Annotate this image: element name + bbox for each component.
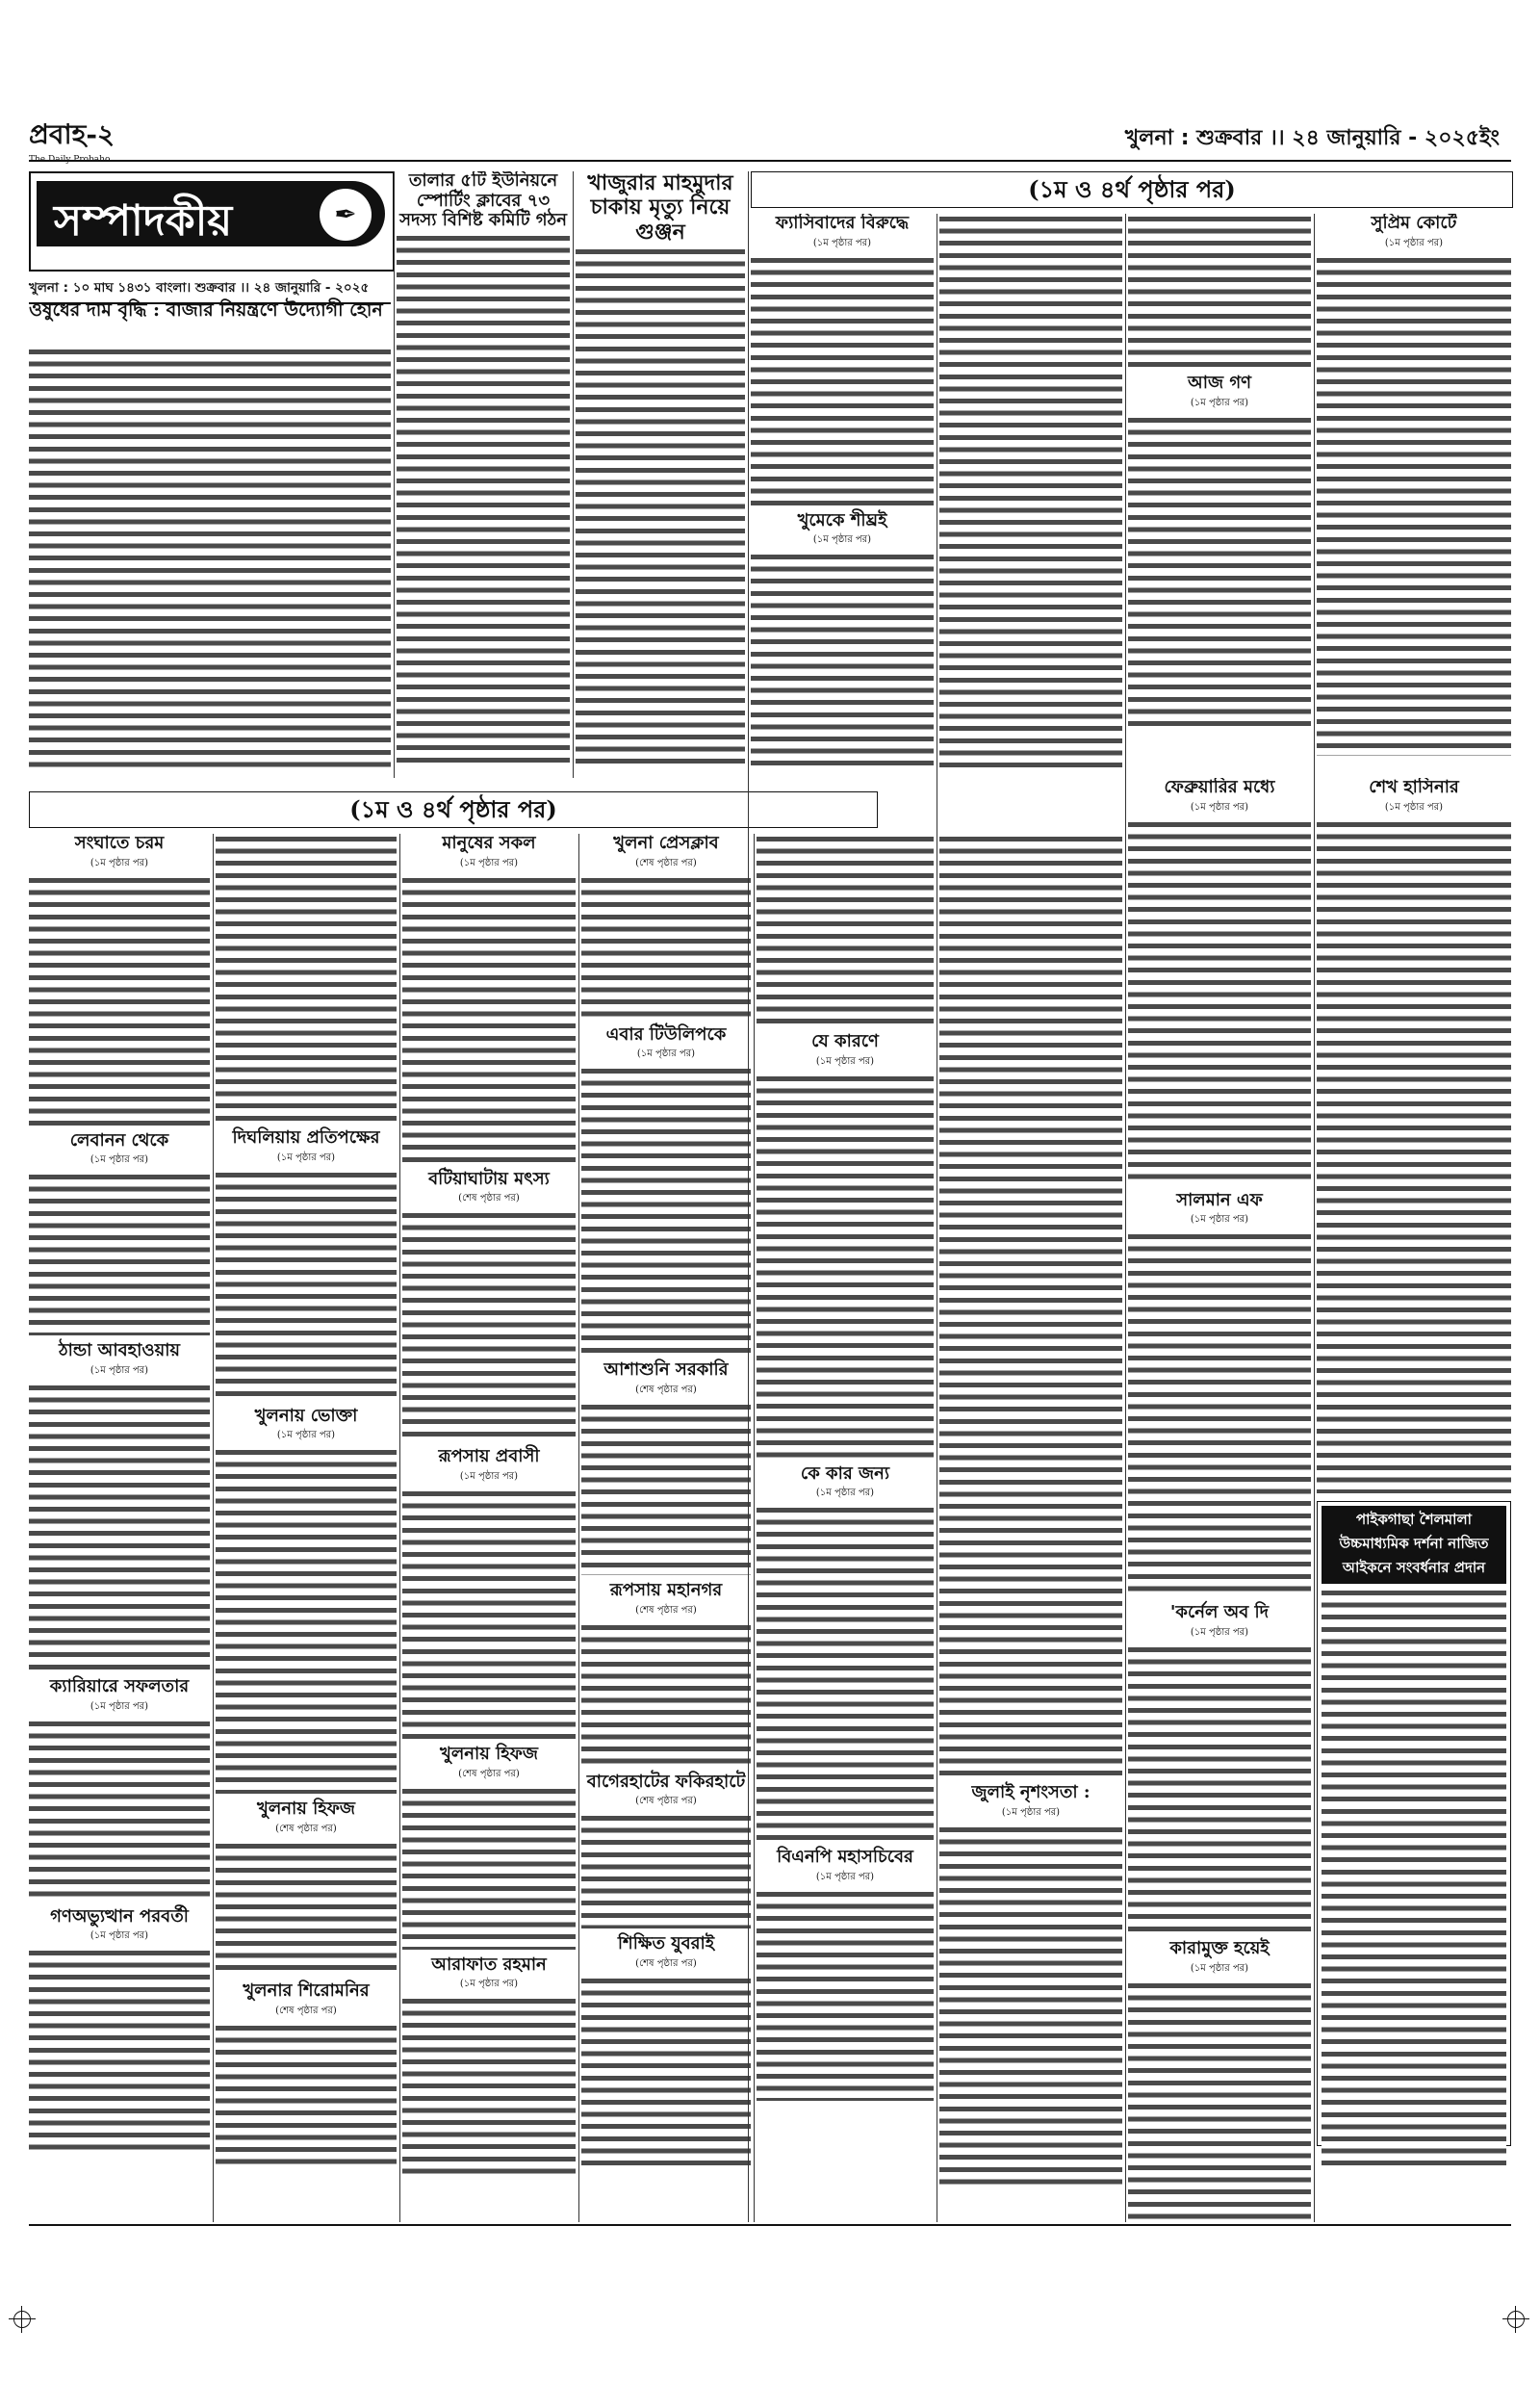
article-sub: (শেষ পৃষ্ঠার পর): [635, 1604, 697, 1616]
article-body: [29, 875, 210, 1126]
article-body: [402, 1488, 576, 1739]
article-sub: (১ম পৃষ্ঠার পর): [815, 1055, 875, 1067]
column-rule: [1314, 214, 1315, 2222]
article-body: [1128, 415, 1311, 733]
article-body: [402, 875, 576, 1164]
article-col-r3: [1128, 214, 1311, 772]
article-sub: (শেষ পৃষ্ঠার পর): [458, 1768, 520, 1779]
article-headline: শিক্ষিত যুবরাই: [617, 1933, 715, 1954]
article-sub: (শেষ পৃষ্ঠার পর): [635, 1796, 697, 1807]
article-body: [29, 1719, 210, 1902]
article-body: [1322, 1588, 1506, 2165]
article-body: [751, 255, 934, 505]
boxed-article-banner: পাইকগাছা শৈলমালা উচ্চমাধ্যমিক দর্শনা নাজিত আইকনে সংবর্ধনার প্রদান: [1322, 1506, 1506, 1584]
article-body: [576, 246, 745, 768]
article-sub: (শেষ পৃষ্ঠার পর): [635, 1958, 697, 1970]
article-sub: (১ম পৃষ্ঠার পর): [1384, 237, 1444, 248]
col-1: [29, 834, 210, 2220]
column-rule: [1125, 214, 1126, 2222]
article-headline: 'কর্নেল অব দি: [1169, 1602, 1270, 1623]
article-body: [1128, 1980, 1311, 2222]
article-body: [757, 1889, 934, 2101]
article-sub: (১ম পৃষ্ঠার পর): [90, 1365, 149, 1377]
article-headline: কে কার জন্য: [800, 1462, 890, 1484]
column-rule: [213, 834, 214, 2222]
article-headline: রূপসায় প্রবাসী: [438, 1446, 540, 1467]
article-headline: খুমেকে শীঘ্রই: [797, 509, 887, 531]
article-body: [1317, 819, 1511, 1493]
article-col-r1: [751, 214, 934, 772]
col-7: [1128, 778, 1311, 2222]
article-sub: (১ম পৃষ্ঠার পর): [459, 1471, 519, 1483]
article-body: [939, 214, 1122, 772]
article-body: [402, 1210, 576, 1441]
pen-nib-icon: ✒: [320, 189, 372, 241]
article-body: [402, 1786, 576, 1950]
article-body: [1128, 214, 1311, 368]
article-sub: (১ম পৃষ্ঠার পর): [812, 237, 872, 248]
article-headline: ফ্যাসিবাদের বিরুদ্ধে: [775, 214, 910, 233]
col-5: [757, 834, 934, 2220]
article-body: [581, 1622, 751, 1767]
article-body: [216, 2023, 397, 2167]
article-headline: ক্যারিয়ারে সফলতার: [49, 1676, 190, 1697]
article-headline: বিএনপি মহাসচিবের: [777, 1847, 913, 1868]
logo-text: প্রবাহ-২: [29, 118, 116, 150]
article-sub: (১ম পৃষ্ঠার পর): [1190, 1962, 1249, 1974]
article-col-r2: [939, 214, 1122, 772]
editorial-body: [29, 347, 391, 770]
column-rule: [578, 834, 579, 2222]
article-headline: গণঅভ্যুত্থান পরবর্তী: [50, 1905, 189, 1927]
registration-mark-icon: [13, 2311, 31, 2328]
editorial-banner-label: সম্পাদকীয়: [54, 196, 233, 246]
article-headline: যে কারণে: [811, 1031, 879, 1051]
page-bottom-rule: [29, 2224, 1511, 2226]
article-headline: ঠান্ডা আবহাওয়ায়: [58, 1340, 181, 1361]
article-khajura: [576, 171, 745, 768]
article-headline: সংঘাতে চরম: [74, 834, 165, 853]
article-sub: (১ম পৃষ্ঠার পর): [636, 1048, 696, 1060]
article-body: [581, 1066, 751, 1355]
article-body: [29, 1383, 210, 1671]
masthead-rule: [29, 160, 1511, 162]
column-rule: [573, 171, 574, 778]
article-sub: (১ম পৃষ্ঠার পর): [276, 1430, 336, 1441]
editorial-headline: ওষুধের দাম বৃদ্ধি : বাজার নিয়ন্ত্রণে উদ্যোগী হোন: [29, 299, 383, 321]
article-sub: (শেষ পৃষ্ঠার পর): [458, 1193, 520, 1204]
article-headline: খুলনায় হিফজ: [440, 1744, 538, 1765]
article-headline: খুলনায় হিফজ: [257, 1799, 355, 1820]
column-rule: [399, 834, 400, 2222]
col-4: [581, 834, 751, 2220]
article-headline: খুলনা প্রেসক্লাব: [613, 834, 719, 853]
article-headline: শেখ হাসিনার: [1369, 778, 1459, 797]
article-body: [939, 1825, 1122, 2190]
article-headline: রূপসায় মহানগর: [609, 1580, 723, 1601]
article-headline: লেবানন থেকে: [69, 1129, 169, 1151]
article-body: [581, 1813, 751, 1928]
article-body: [29, 1948, 210, 2150]
article-sub: (শেষ পৃষ্ঠার পর): [635, 1385, 697, 1396]
article-sub: (১ম পৃষ্ঠার পর): [90, 1154, 149, 1166]
page-jump-mid: (১ম ও ৪র্থ পৃষ্ঠার পর): [29, 791, 878, 828]
article-headline: মানুষের সকল: [442, 834, 536, 853]
col-3: [402, 834, 576, 2220]
article-body: [757, 834, 934, 1026]
registration-mark-icon: [1507, 2311, 1525, 2328]
article-sub: (১ম পৃষ্ঠার পর): [459, 1979, 519, 1990]
article-headline: এবার টিউলিপকে: [605, 1023, 727, 1045]
column-rule: [748, 171, 749, 2222]
article-body: [581, 875, 751, 1020]
article-body: [216, 1447, 397, 1794]
masthead-dateline: খুলনা : শুক্রবার ।। ২৪ জানুয়ারি - ২০২৫ইং: [1124, 126, 1500, 150]
article-headline: ফেব্রুয়ারির মধ্যে: [1164, 778, 1275, 797]
article-headline: আরাফাত রহমান: [431, 1954, 547, 1975]
article-tala: [397, 171, 570, 768]
article-headline: বাগেরহাটের ফকিরহাটে: [586, 1771, 746, 1792]
article-headline: সালমান এফ: [1176, 1189, 1263, 1210]
article-headline: সুপ্রিম কোর্টে: [1371, 214, 1457, 233]
article-sub: (১ম পৃষ্ঠার পর): [90, 1930, 149, 1942]
boxed-article: [1317, 1501, 1511, 2146]
article-headline: কারামুক্ত হয়েই: [1169, 1938, 1270, 1959]
article-sub: (১ম পৃষ্ঠার পর): [90, 857, 149, 868]
editorial-banner: [37, 181, 385, 246]
article-body: [757, 1505, 934, 1842]
article-body: [1128, 1231, 1311, 1597]
newspaper-logo: [29, 114, 154, 162]
editorial-box: [29, 171, 395, 272]
article-body: [1128, 819, 1311, 1185]
article-headline: দিঘলিয়ায় প্রতিপক্ষের: [232, 1127, 380, 1148]
column-rule: [394, 171, 395, 778]
article-sub: (১ম পৃষ্ঠার পর): [1190, 801, 1249, 813]
article-sub: (১ম পৃষ্ঠার পর): [1001, 1806, 1061, 1818]
article-body: [581, 1402, 751, 1575]
page-jump-top: (১ম ও ৪র্থ পৃষ্ঠার পর): [751, 171, 1513, 208]
article-col-r4: [1317, 214, 1511, 772]
col-6: [939, 834, 1122, 2220]
article-body: [1128, 1644, 1311, 1933]
article-headline: আশাশুনি সরকারি: [603, 1359, 729, 1381]
article-body: [216, 834, 397, 1123]
article-sub: (শেষ পৃষ্ঠার পর): [275, 1824, 337, 1835]
article-body: [397, 233, 570, 768]
article-body: [29, 1172, 210, 1335]
col-2: [216, 834, 397, 2220]
article-headline: খুলনার শিরোমনির: [243, 1980, 370, 2002]
article-sub: (১ম পৃষ্ঠার পর): [459, 857, 519, 868]
article-headline: জুলাই নৃশংসতা :: [971, 1782, 1091, 1802]
article-sub: (১ম পৃষ্ঠার পর): [276, 1152, 336, 1163]
article-body: [581, 1976, 751, 2168]
article-sub: (১ম পৃষ্ঠার পর): [1384, 801, 1444, 813]
article-sub: (১ম পৃষ্ঠার পর): [815, 1488, 875, 1499]
article-sub: (১ম পৃষ্ঠার পর): [812, 534, 872, 546]
article-sub: (১ম পৃষ্ঠার পর): [1190, 1214, 1249, 1226]
article-headline: খুলনায় ভোক্তা: [254, 1405, 358, 1426]
article-sub: (১ম পৃষ্ঠার পর): [1190, 1627, 1249, 1639]
article-sub: (শেষ পৃষ্ঠার পর): [275, 2005, 337, 2016]
article-sub: (শেষ পৃষ্ঠার পর): [635, 857, 697, 868]
article-headline: তালার ৫টি ইউনিয়নে স্পোর্টিং ক্লাবের ৭৩ সদস্য বিশিষ্ট কমিটি গঠন: [399, 171, 567, 231]
article-body: [216, 1841, 397, 1976]
editorial-dateline: খুলনা : ১০ মাঘ ১৪৩১ বাংলা। শুক্রবার ।। ২৪ জানুয়ারি - ২০২৫: [29, 277, 391, 304]
article-headline: বটিয়াঘাটায় মৎস্য: [428, 1168, 550, 1189]
article-body: [402, 1996, 576, 2179]
article-body: [751, 552, 934, 772]
article-sub: (১ম পৃষ্ঠার পর): [815, 1872, 875, 1883]
article-body: [216, 1170, 397, 1401]
article-body: [1317, 255, 1511, 756]
article-body: [757, 1074, 934, 1459]
article-sub: (১ম পৃষ্ঠার পর): [1190, 397, 1249, 408]
col-8: [1317, 778, 1511, 2222]
editorial-text: [29, 347, 391, 770]
column-rule: [754, 834, 755, 2222]
article-sub: (১ম পৃষ্ঠার পর): [90, 1700, 149, 1712]
article-headline: আজ গণ: [1187, 373, 1252, 393]
article-headline: খাজুরার মাহমুদার চাকায় মৃত্যু নিয়ে গুঞ্জন: [587, 171, 733, 245]
article-body: [939, 834, 1122, 1777]
